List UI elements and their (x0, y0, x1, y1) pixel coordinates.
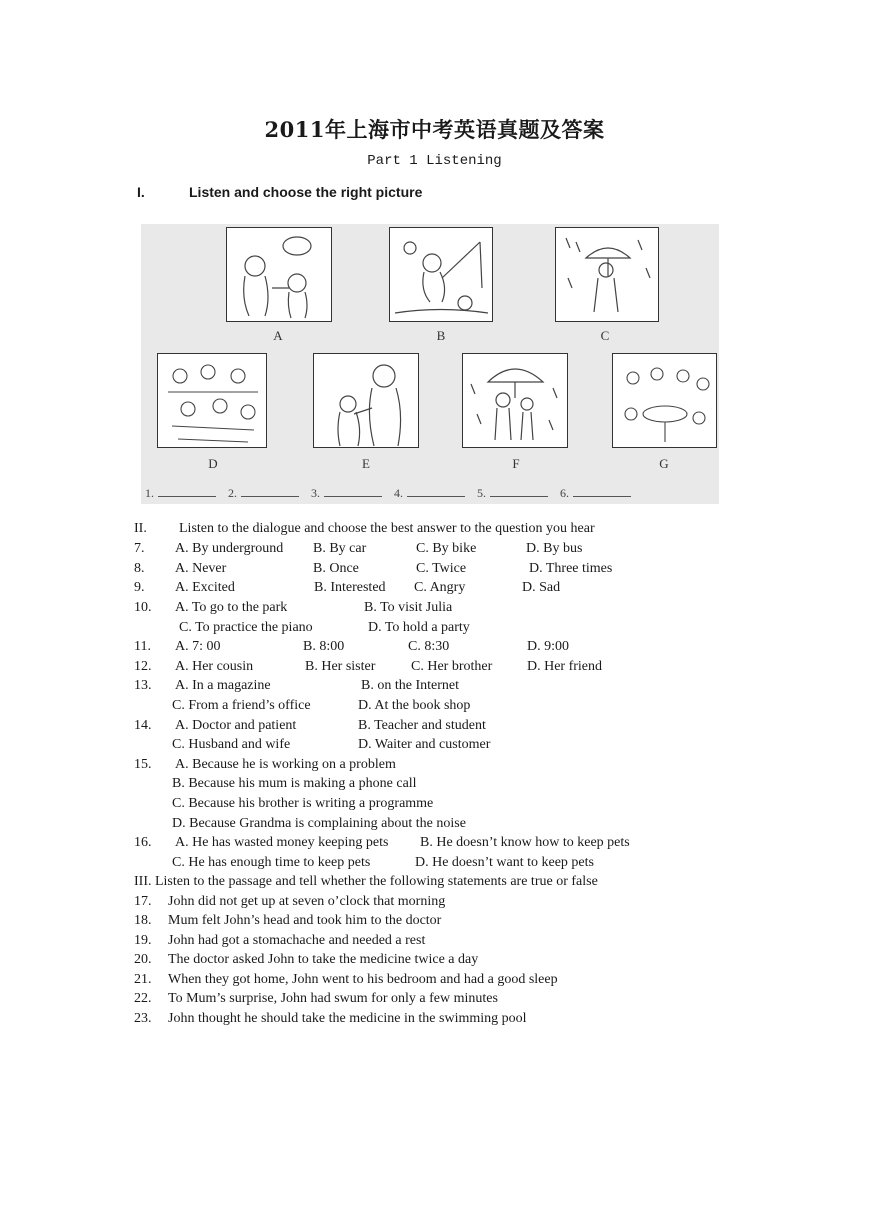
statement-number: 23. (134, 1011, 152, 1026)
q15-option-b[interactable]: B. Because his mum is making a phone call (172, 776, 417, 791)
q11-option-b[interactable]: B. 8:00 (303, 639, 345, 654)
q8-option-a[interactable]: A. Never (175, 561, 227, 576)
statement-number: 22. (134, 991, 152, 1006)
picture-label-e: E (362, 456, 370, 471)
picture-label-f: F (512, 456, 520, 471)
q13-option-a[interactable]: A. In a magazine (175, 678, 271, 693)
q14-option-c[interactable]: C. Husband and wife (172, 737, 291, 752)
picture-c (555, 227, 659, 322)
statement-text: When they got home, John went to his bedroom and had a good sleep (168, 972, 558, 987)
question-number: 12. (134, 659, 152, 674)
q7-option-a[interactable]: A. By underground (175, 541, 284, 556)
q7-option-c[interactable]: C. By bike (416, 541, 477, 556)
picture-f (462, 353, 568, 448)
statement-text: To Mum’s surprise, John had swum for only a few minutes (168, 991, 498, 1006)
picture-f-sketch (463, 354, 567, 447)
q16-option-a[interactable]: A. He has wasted money keeping pets (175, 835, 389, 850)
question-number: 13. (134, 678, 152, 693)
picture-panel (141, 224, 719, 504)
answer-blank-1[interactable] (145, 486, 216, 501)
question-number: 16. (134, 835, 152, 850)
picture-e-sketch (314, 354, 418, 447)
page-title: 2011年上海市中考英语真题及答案 (264, 117, 605, 142)
part-subtitle: Part 1 Listening (367, 153, 502, 169)
q15-option-a[interactable]: A. Because he is working on a problem (175, 757, 396, 772)
picture-g (612, 353, 717, 448)
q9-option-a[interactable]: A. Excited (175, 580, 235, 595)
picture-e (313, 353, 419, 448)
answer-blank-number: 6. (560, 486, 569, 500)
answer-blank-number: 1. (145, 486, 154, 500)
picture-label-c: C (600, 328, 610, 343)
answer-blank-6[interactable] (560, 486, 631, 501)
answer-blank-number: 4. (394, 486, 403, 500)
picture-a (226, 227, 332, 322)
q12-option-b[interactable]: B. Her sister (305, 659, 376, 674)
answer-blanks (145, 486, 715, 501)
q11-option-a[interactable]: A. 7: 00 (175, 639, 221, 654)
question-number: 10. (134, 600, 152, 615)
q10-option-b[interactable]: B. To visit Julia (364, 600, 453, 615)
statement-number: 20. (134, 952, 152, 967)
statement-number: 17. (134, 894, 152, 909)
section-1-number: I. (137, 184, 145, 200)
answer-blank-4[interactable] (394, 486, 465, 501)
q10-option-d[interactable]: D. To hold a party (368, 620, 470, 635)
section-2-number: II. (134, 521, 147, 536)
statement-number: 19. (134, 933, 152, 948)
q15-option-d[interactable]: D. Because Grandma is complaining about the noise (172, 816, 466, 831)
question-number: 14. (134, 718, 152, 733)
q14-option-a[interactable]: A. Doctor and patient (175, 718, 297, 733)
q8-option-b[interactable]: B. Once (313, 561, 359, 576)
question-number: 9. (134, 580, 145, 595)
answer-blank-number: 3. (311, 486, 320, 500)
q10-option-c[interactable]: C. To practice the piano (179, 620, 313, 635)
q7-option-d[interactable]: D. By bus (526, 541, 583, 556)
q12-option-d[interactable]: D. Her friend (527, 659, 603, 674)
statement-text: Mum felt John’s head and took him to the doctor (168, 913, 442, 928)
section-2-instruction: Listen to the dialogue and choose the best answer to the question you hear (179, 521, 595, 536)
statement-text: The doctor asked John to take the medicine twice a day (168, 952, 479, 967)
q12-option-c[interactable]: C. Her brother (411, 659, 493, 674)
answer-blank-2[interactable] (228, 486, 299, 501)
q16-option-c[interactable]: C. He has enough time to keep pets (172, 855, 371, 870)
q16-option-d[interactable]: D. He doesn’t want to keep pets (415, 855, 594, 870)
statement-text: John did not get up at seven o’clock that morning (168, 894, 446, 909)
question-number: 7. (134, 541, 145, 556)
q16-option-b[interactable]: B. He doesn’t know how to keep pets (420, 835, 630, 850)
picture-label-a: A (273, 328, 283, 343)
statement-text: John thought he should take the medicine in the swimming pool (168, 1011, 527, 1026)
q7-option-b[interactable]: B. By car (313, 541, 367, 556)
q8-option-c[interactable]: C. Twice (416, 561, 467, 576)
section-1-instruction: Listen and choose the right picture (189, 184, 423, 200)
q10-option-a[interactable]: A. To go to the park (175, 600, 288, 615)
answer-blank-3[interactable] (311, 486, 382, 501)
picture-c-sketch (556, 228, 658, 321)
section-3-heading: III. Listen to the passage and tell whether the following statements are true or false (134, 874, 598, 889)
q15-option-c[interactable]: C. Because his brother is writing a programme (172, 796, 434, 811)
q14-option-b[interactable]: B. Teacher and student (358, 718, 486, 733)
picture-label-b: B (436, 328, 446, 343)
picture-b (389, 227, 493, 322)
picture-g-sketch (613, 354, 716, 447)
q9-option-b[interactable]: B. Interested (314, 580, 386, 595)
q13-option-c[interactable]: C. From a friend’s office (172, 698, 311, 713)
answer-blank-5[interactable] (477, 486, 548, 501)
picture-label-d: D (208, 456, 218, 471)
question-number: 11. (134, 639, 151, 654)
picture-d-sketch (158, 354, 266, 447)
picture-a-sketch (227, 228, 331, 321)
q14-option-d[interactable]: D. Waiter and customer (358, 737, 491, 752)
section-2-heading (134, 521, 147, 537)
answer-blank-number: 5. (477, 486, 486, 500)
q9-option-c[interactable]: C. Angry (414, 580, 466, 595)
section-1-heading (137, 184, 422, 200)
picture-b-sketch (390, 228, 492, 321)
q11-option-d[interactable]: D. 9:00 (527, 639, 569, 654)
picture-d (157, 353, 267, 448)
q8-option-d[interactable]: D. Three times (529, 561, 613, 576)
q11-option-c[interactable]: C. 8:30 (408, 639, 450, 654)
q9-option-d[interactable]: D. Sad (522, 580, 561, 595)
q12-option-a[interactable]: A. Her cousin (175, 659, 254, 674)
question-number: 8. (134, 561, 145, 576)
picture-label-g: G (659, 456, 669, 471)
q13-option-d[interactable]: D. At the book shop (358, 698, 471, 713)
statement-text: John had got a stomachache and needed a rest (168, 933, 426, 948)
answer-blank-number: 2. (228, 486, 237, 500)
question-number: 15. (134, 757, 152, 772)
statement-number: 18. (134, 913, 152, 928)
q13-option-b[interactable]: B. on the Internet (361, 678, 459, 693)
statement-number: 21. (134, 972, 152, 987)
